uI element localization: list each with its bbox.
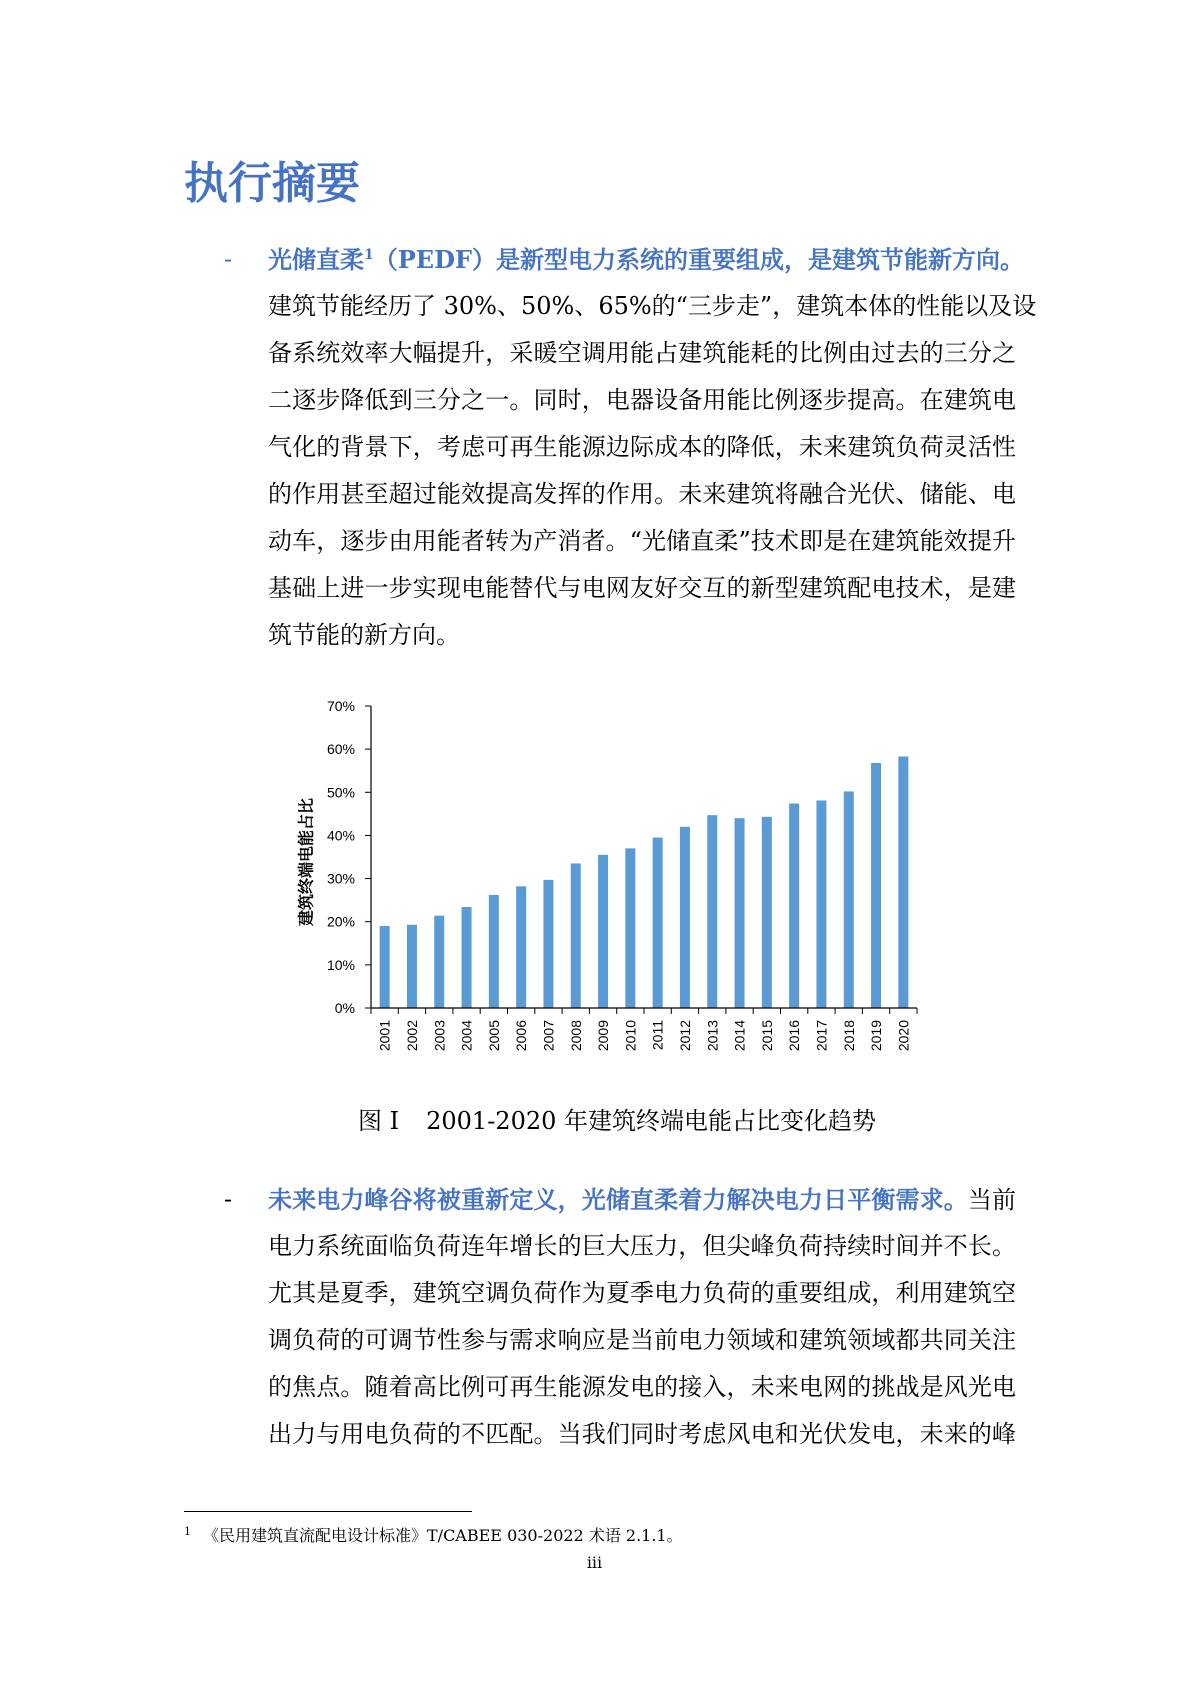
bar-2008: [571, 863, 581, 1008]
section-pedf: [224, 236, 1037, 659]
bar-2007: [543, 880, 553, 1008]
body-line: 备系统效率大幅提升，采暖空调用能占建筑能耗的比例由过去的三分之: [268, 339, 1016, 367]
body-line: 电力系统面临负荷连年增长的巨大压力，但尖峰负荷持续时间并不长。: [268, 1232, 1016, 1260]
y-tick-label: 40%: [326, 827, 355, 844]
x-tick-label-2019: 2019: [868, 1020, 885, 1052]
figure-caption-text: 2001-2020 年建筑终端电能占比变化趋势: [426, 1107, 877, 1135]
bar-2005: [489, 895, 499, 1008]
bar-2010: [625, 848, 635, 1008]
body-line: 出力与用电负荷的不匹配。当我们同时考虑风电和光伏发电，未来的峰: [268, 1420, 1016, 1448]
bar-2020: [898, 756, 908, 1008]
bar-2015: [762, 817, 772, 1008]
chart-marks: [327, 698, 917, 1051]
bar-2012: [680, 827, 690, 1008]
section-heading-line: [224, 1176, 1017, 1223]
x-tick-label-2015: 2015: [758, 1020, 775, 1052]
body-line: 基础上进一步实现电能替代与电网友好交互的新型建筑配电技术，是建: [268, 574, 1016, 602]
y-tick-label: 70%: [326, 698, 355, 714]
body-line: 筑节能的新方向。: [268, 621, 460, 649]
body-line: 动车，逐步由用能者转为产消者。“光储直柔”技术即是在建筑能效提升: [268, 527, 1016, 555]
section-heading: [268, 245, 1024, 274]
x-tick-label-2018: 2018: [840, 1020, 857, 1052]
x-tick-label-2010: 2010: [622, 1020, 639, 1052]
figure-caption: [358, 1106, 876, 1136]
x-tick-label-2001: 2001: [376, 1020, 393, 1052]
bar-chart: [270, 690, 930, 1070]
bar-2009: [598, 855, 608, 1008]
y-axis-title: 建筑终端电能占比: [296, 797, 316, 927]
y-tick-label: 10%: [326, 956, 355, 973]
footnote-divider: [184, 1511, 472, 1512]
section-peak-valley: [224, 1176, 1017, 1458]
body-text: 当前: [967, 1186, 1017, 1214]
bar-2006: [516, 886, 526, 1008]
page-number: iii: [586, 1553, 603, 1572]
x-tick-label-2017: 2017: [813, 1020, 830, 1052]
x-tick-label-2013: 2013: [704, 1020, 721, 1052]
body-line: 的作用甚至超过能效提高发挥的作用。未来建筑将融合光伏、储能、电: [268, 480, 1016, 508]
bar-2003: [434, 916, 444, 1008]
x-tick-label-2009: 2009: [595, 1020, 612, 1052]
y-tick-label: 30%: [326, 870, 355, 887]
page-title: 执行摘要: [184, 158, 360, 209]
bar-2002: [407, 925, 417, 1008]
section-heading: 未来电力峰谷将被重新定义，光储直柔着力解决电力日平衡需求。: [268, 1185, 968, 1214]
x-tick-label-2016: 2016: [786, 1020, 803, 1052]
x-tick-label-2003: 2003: [431, 1020, 448, 1052]
footnote-text: 《民用建筑直流配电设计标准》T/CABEE 030-2022 术语 2.1.1。: [203, 1526, 683, 1545]
footnote: 1 《民用建筑直流配电设计标准》T/CABEE 030-2022 术语 2.1.1。: [184, 1524, 683, 1545]
bullet-dash: -: [224, 1185, 233, 1213]
bar-2018: [844, 791, 854, 1008]
bar-2016: [789, 804, 799, 1008]
x-tick-label-2014: 2014: [731, 1020, 748, 1052]
heading-text: 光储直柔: [268, 245, 364, 274]
y-tick-label: 50%: [326, 784, 355, 801]
x-tick-label-2012: 2012: [676, 1020, 693, 1052]
x-tick-label-2011: 2011: [649, 1020, 666, 1051]
section-heading-line: [224, 236, 1024, 283]
bar-2017: [816, 800, 826, 1008]
bar-2013: [707, 815, 717, 1008]
bullet-dash: -: [224, 245, 233, 273]
bar-2001: [380, 926, 390, 1008]
x-tick-label-2006: 2006: [513, 1020, 530, 1052]
body-line: 气化的背景下，考虑可再生能源边际成本的降低，未来建筑负荷灵活性: [268, 433, 1016, 461]
y-tick-label: 20%: [326, 913, 355, 930]
x-tick-label-2004: 2004: [458, 1020, 475, 1052]
body-line: 二逐步降低到三分之一。同时，电器设备用能比例逐步提高。在建筑电: [268, 386, 1016, 414]
x-tick-label-2005: 2005: [485, 1020, 502, 1052]
bar-2014: [735, 818, 745, 1008]
x-tick-label-2020: 2020: [895, 1020, 912, 1052]
heading-text: （PEDF）是新型电力系统的重要组成，是建筑节能新方向。: [373, 245, 1024, 274]
bar-2019: [871, 763, 881, 1008]
x-tick-label-2008: 2008: [567, 1020, 584, 1052]
y-tick-label: 0%: [334, 1000, 355, 1016]
bar-2004: [462, 907, 472, 1008]
footnote-reference: 1: [364, 247, 374, 263]
figure-label: 图 I: [358, 1107, 400, 1135]
body-line: 尤其是夏季，建筑空调负荷作为夏季电力负荷的重要组成，利用建筑空: [268, 1279, 1016, 1307]
body-line: 调负荷的可调节性参与需求响应是当前电力领域和建筑领域都共同关注: [268, 1326, 1016, 1354]
y-tick-label: 60%: [326, 741, 355, 758]
x-tick-label-2007: 2007: [540, 1020, 557, 1052]
x-tick-label-2002: 2002: [403, 1020, 420, 1052]
body-line: 的焦点。随着高比例可再生能源发电的接入，未来电网的挑战是风光电: [268, 1373, 1016, 1401]
bar-2011: [653, 838, 663, 1008]
body-line: 建筑节能经历了 30%、50%、65%的“三步走”，建筑本体的性能以及设: [268, 292, 1037, 320]
